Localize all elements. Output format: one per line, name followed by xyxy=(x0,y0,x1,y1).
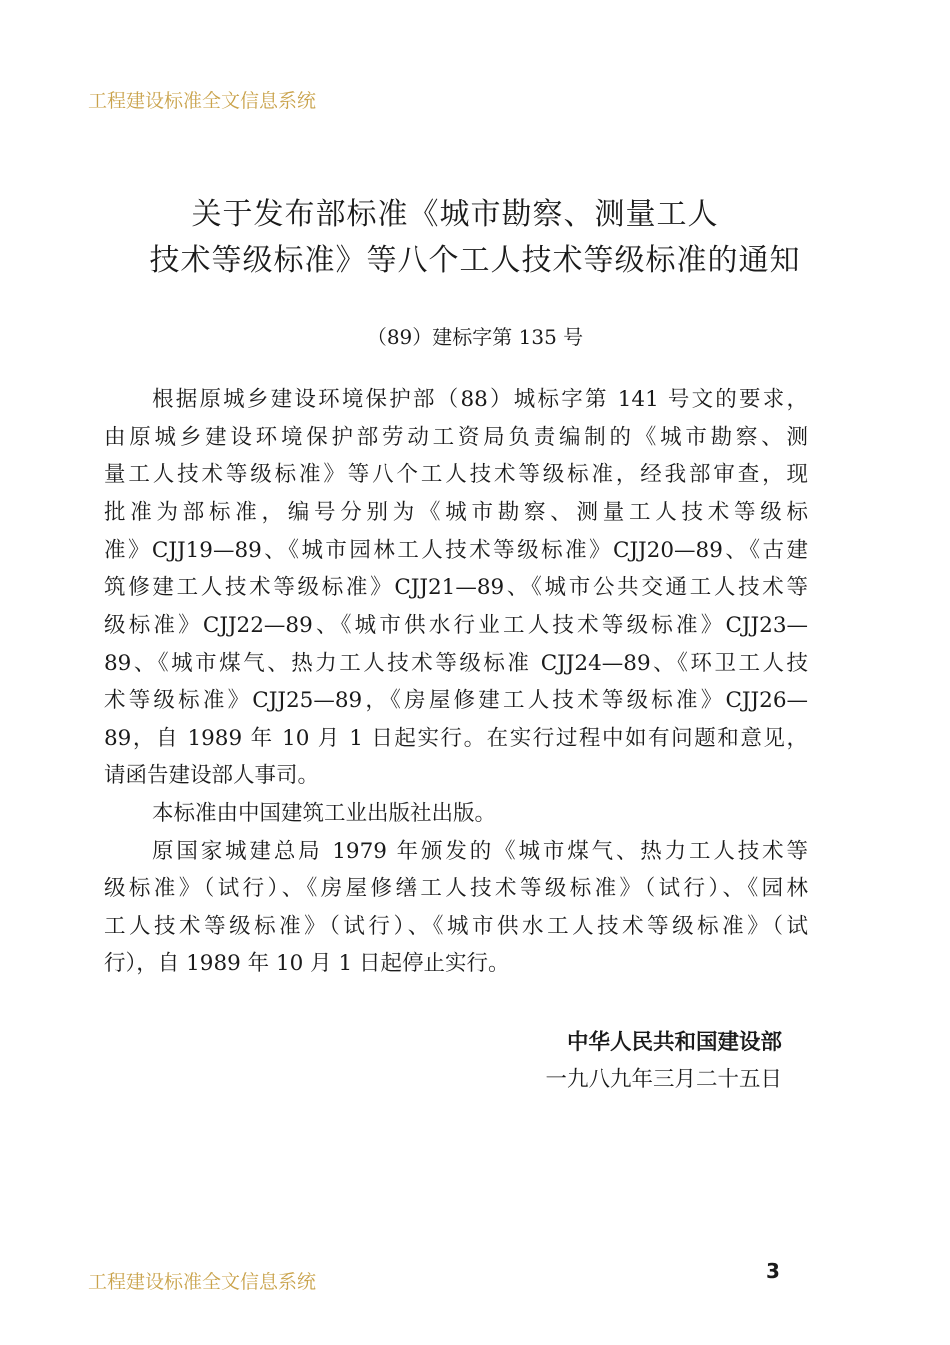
body-line-3: 量工人技术等级标准》等八个工人技术等级标准，经我部审查，现 xyxy=(104,462,808,487)
body-line-4: 批准为部标准，编号分别为《城市勘察、测量工人技术等级标 xyxy=(104,500,808,525)
body-line-15: 工人技术等级标准》（试行）、《城市供水工人技术等级标准》（试 xyxy=(104,914,808,939)
signature-date: 一九八九年三月二十五日 xyxy=(545,1067,782,1092)
body-line-8: 89、《城市煤气、热力工人技术等级标准 CJJ24—89、《环卫工人技 xyxy=(104,651,808,676)
body-line-12: 本标准由中国建筑工业出版社出版。 xyxy=(152,801,497,826)
body-line-11: 请函告建设部人事司。 xyxy=(104,763,320,788)
body-line-2: 由原城乡建设环境保护部劳动工资局负责编制的《城市勘察、测 xyxy=(104,425,808,450)
body-line-14: 级标准》（试行）、《房屋修缮工人技术等级标准》（试行）、《园林 xyxy=(104,876,808,901)
body-line-5: 准》CJJ19—89、《城市园林工人技术等级标准》CJJ20—89、《古建 xyxy=(104,538,808,563)
body-line-7: 级标准》CJJ22—89、《城市供水行业工人技术等级标准》CJJ23— xyxy=(104,613,808,638)
body-line-16: 行），自 1989 年 10 月 1 日起停止实行。 xyxy=(104,951,510,976)
document-title-line-1: 关于发布部标准《城市勘察、测量工人 xyxy=(191,197,719,232)
page-number: 3 xyxy=(766,1259,780,1283)
header-watermark: 工程建设标准全文信息系统 xyxy=(88,90,317,112)
document-title-line-2: 技术等级标准》等八个工人技术等级标准的通知 xyxy=(149,243,801,278)
body-line-1: 根据原城乡建设环境保护部（88）城标字第 141 号文的要求， xyxy=(152,387,808,412)
document-number: （89）建标字第 135 号 xyxy=(366,325,584,349)
body-line-9: 术等级标准》CJJ25—89，《房屋修建工人技术等级标准》CJJ26— xyxy=(104,688,808,713)
footer-watermark: 工程建设标准全文信息系统 xyxy=(88,1271,317,1293)
signature-organization: 中华人民共和国建设部 xyxy=(566,1030,782,1055)
body-line-10: 89，自 1989 年 10 月 1 日起实行。在实行过程中如有问题和意见， xyxy=(104,726,808,751)
body-line-6: 筑修建工人技术等级标准》CJJ21—89、《城市公共交通工人技术等 xyxy=(104,575,808,600)
body-line-13: 原国家城建总局 1979 年颁发的《城市煤气、热力工人技术等 xyxy=(152,839,808,864)
